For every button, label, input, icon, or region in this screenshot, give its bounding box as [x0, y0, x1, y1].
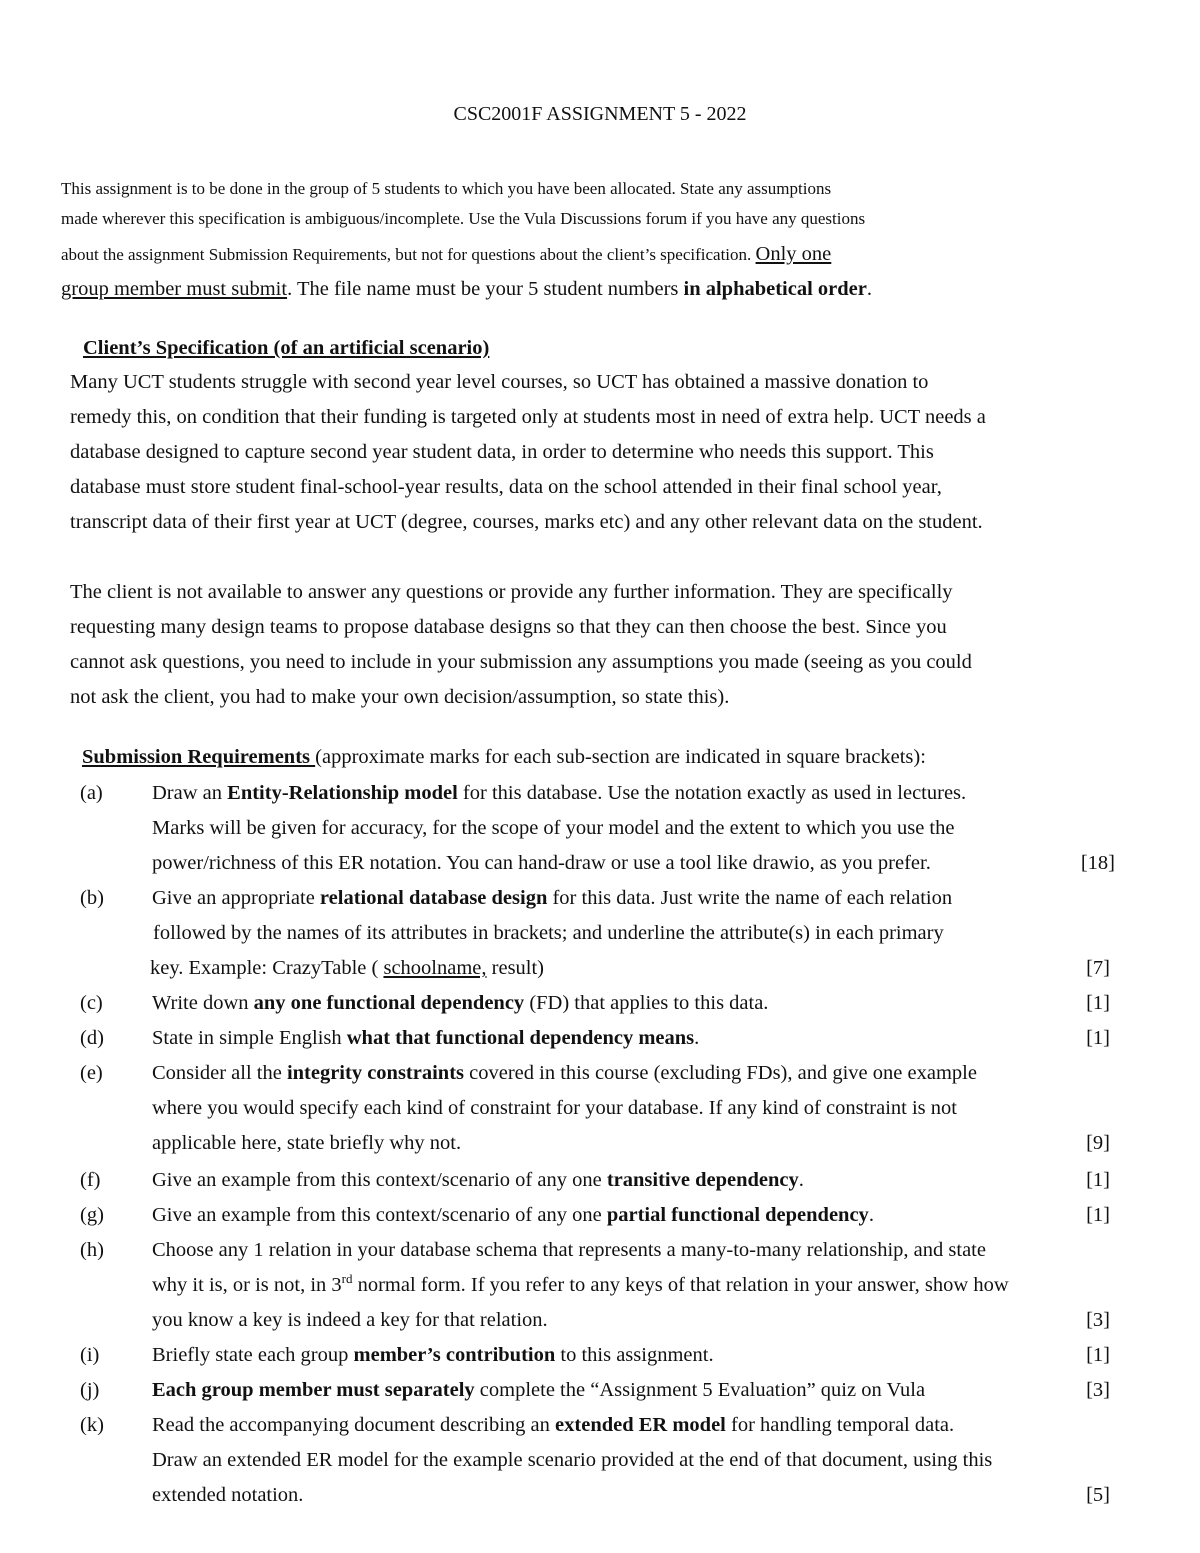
- spec-line: The client is not available to answer any questions or provide any further information. They are specifically: [70, 581, 953, 603]
- underlined-key: schoolname,: [383, 957, 487, 979]
- intro-line-4: [61, 277, 872, 301]
- bold-text: what that functional dependency means: [346, 1027, 695, 1049]
- client-spec-heading: Client’s Specification (of an artificial scenario): [83, 337, 490, 359]
- item-line: [152, 1272, 1009, 1298]
- text: Consider all the: [152, 1062, 287, 1084]
- submission-heading: Submission Requirements: [82, 746, 316, 768]
- text: to this assignment.: [555, 1344, 714, 1366]
- item-line: power/richness of this ER notation. You can hand-draw or use a tool like drawio, as you prefer.: [152, 852, 931, 874]
- text: for handling temporal data.: [725, 1414, 955, 1436]
- item-line: Marks will be given for accuracy, for the scope of your model and the extent to which you use the: [152, 817, 955, 839]
- marks: [5]: [1086, 1484, 1110, 1506]
- text: .: [694, 1027, 700, 1049]
- text: result): [486, 957, 545, 979]
- text: .: [868, 1204, 874, 1226]
- item-label: (h): [80, 1239, 104, 1261]
- text: complete the “Assignment 5 Evaluation” quiz on Vula: [474, 1379, 926, 1401]
- text: normal form. If you refer to any keys of that relation in your answer, show how: [352, 1274, 1009, 1296]
- text: Draw an: [152, 782, 228, 804]
- bold-text: member’s contribution: [353, 1344, 556, 1366]
- marks: [7]: [1086, 957, 1110, 979]
- marks: [1]: [1086, 1204, 1110, 1226]
- item-label: (a): [80, 782, 103, 804]
- marks: [1]: [1086, 1027, 1110, 1049]
- marks: [1]: [1086, 1344, 1110, 1366]
- superscript: rd: [341, 1271, 353, 1287]
- item-line: [152, 1342, 714, 1368]
- alphabetical-order-text: in alphabetical order: [683, 278, 867, 300]
- spec-line: Many UCT students struggle with second year level courses, so UCT has obtained a massive donation to: [70, 371, 929, 393]
- item-line: [152, 885, 952, 911]
- marks: [18]: [1080, 852, 1115, 874]
- item-line: [152, 780, 966, 806]
- item-label: (d): [80, 1027, 104, 1049]
- spec-line: remedy this, on condition that their funding is targeted only at students most in need of extra help. UCT needs a: [70, 406, 986, 428]
- item-line: applicable here, state briefly why not.: [152, 1132, 462, 1154]
- file-name-text: . The file name must be your 5 student numbers: [287, 278, 684, 300]
- bold-text: transitive dependency: [606, 1169, 799, 1191]
- item-line: [150, 955, 544, 981]
- text: Give an example from this context/scenario of any one: [152, 1204, 607, 1226]
- marks: [3]: [1086, 1379, 1110, 1401]
- spec-line: transcript data of their first year at UCT (degree, courses, marks etc) and any other relevant data on the student.: [70, 511, 983, 533]
- item-line: you know a key is indeed a key for that relation.: [152, 1309, 548, 1331]
- item-label: (f): [80, 1169, 101, 1191]
- item-line: followed by the names of its attributes in brackets; and underline the attribute(s) in each primary: [153, 922, 944, 944]
- item-label: (i): [80, 1344, 100, 1366]
- text: for this database. Use the notation exactly as used in lectures.: [457, 782, 967, 804]
- item-label: (b): [80, 887, 104, 909]
- item-line: [152, 1412, 954, 1438]
- item-label: (j): [80, 1379, 100, 1401]
- marks: [9]: [1086, 1132, 1110, 1154]
- intro-line-2: made wherever this specification is ambiguous/incomplete. Use the Vula Discussions forum if you have any questions: [61, 209, 866, 228]
- text: Write down: [152, 992, 254, 1014]
- bold-text: any one functional dependency: [253, 992, 525, 1014]
- item-line: extended notation.: [152, 1484, 304, 1506]
- text: key. Example: CrazyTable (: [150, 957, 384, 979]
- item-label: (e): [80, 1062, 103, 1084]
- spec-line: requesting many design teams to propose database designs so that they can then choose the best. Since you: [70, 616, 947, 638]
- bold-text: relational database design: [319, 887, 548, 909]
- item-label: (k): [80, 1414, 104, 1436]
- text: State in simple English: [152, 1027, 347, 1049]
- bold-text: partial functional dependency: [606, 1204, 869, 1226]
- spec-line: not ask the client, you had to make your own decision/assumption, so state this).: [70, 686, 730, 708]
- text: why it is, or is not, in 3: [152, 1274, 342, 1296]
- bold-text: Each group member must separately: [152, 1379, 475, 1401]
- text: Give an appropriate: [152, 887, 320, 909]
- bold-text: extended ER model: [555, 1414, 726, 1436]
- intro-line-3-text: about the assignment Submission Requirements, but not for questions about the client’s specification.: [61, 245, 756, 264]
- spec-line: database designed to capture second year student data, in order to determine who needs this support. This: [70, 441, 934, 463]
- item-line: [152, 1167, 804, 1193]
- text: covered in this course (excluding FDs), and give one example: [464, 1062, 977, 1084]
- period-text: .: [866, 278, 872, 300]
- group-member-submit-text: group member must submit: [61, 278, 288, 300]
- item-line: [152, 990, 768, 1016]
- spec-line: database must store student final-school-year results, data on the school attended in their final school year,: [70, 476, 942, 498]
- item-line: [152, 1202, 874, 1228]
- submission-heading-row: [82, 744, 926, 770]
- text: Read the accompanying document describing an: [152, 1414, 556, 1436]
- item-line: where you would specify each kind of constraint for your database. If any kind of constraint is not: [152, 1097, 957, 1119]
- item-line: [152, 1377, 925, 1403]
- text: for this data. Just write the name of each relation: [547, 887, 953, 909]
- spec-line: cannot ask questions, you need to include in your submission any assumptions you made (seeing as you could: [70, 651, 972, 673]
- text: Briefly state each group: [152, 1344, 354, 1366]
- text: (FD) that applies to this data.: [524, 992, 769, 1014]
- text: Give an example from this context/scenario of any one: [152, 1169, 607, 1191]
- page-title: CSC2001F ASSIGNMENT 5 - 2022: [453, 103, 747, 125]
- item-label: (c): [80, 992, 103, 1014]
- item-line: [152, 1060, 977, 1086]
- bold-text: integrity constraints: [286, 1062, 465, 1084]
- marks: [3]: [1086, 1309, 1110, 1331]
- item-line: [152, 1025, 699, 1051]
- item-line: Choose any 1 relation in your database schema that represents a many-to-many relationship, and state: [152, 1239, 986, 1261]
- marks: [1]: [1086, 992, 1110, 1014]
- intro-line-1: This assignment is to be done in the group of 5 students to which you have been allocated. State any assumptions: [61, 179, 832, 198]
- intro-line-3: [61, 242, 831, 267]
- submission-heading-note: (approximate marks for each sub-section are indicated in square brackets):: [315, 746, 926, 768]
- only-one-text: Only one: [755, 243, 832, 265]
- text: .: [798, 1169, 804, 1191]
- marks: [1]: [1086, 1169, 1110, 1191]
- bold-text: Entity-Relationship model: [227, 782, 458, 804]
- item-label: (g): [80, 1204, 104, 1226]
- item-line: Draw an extended ER model for the example scenario provided at the end of that document, using this: [152, 1449, 993, 1471]
